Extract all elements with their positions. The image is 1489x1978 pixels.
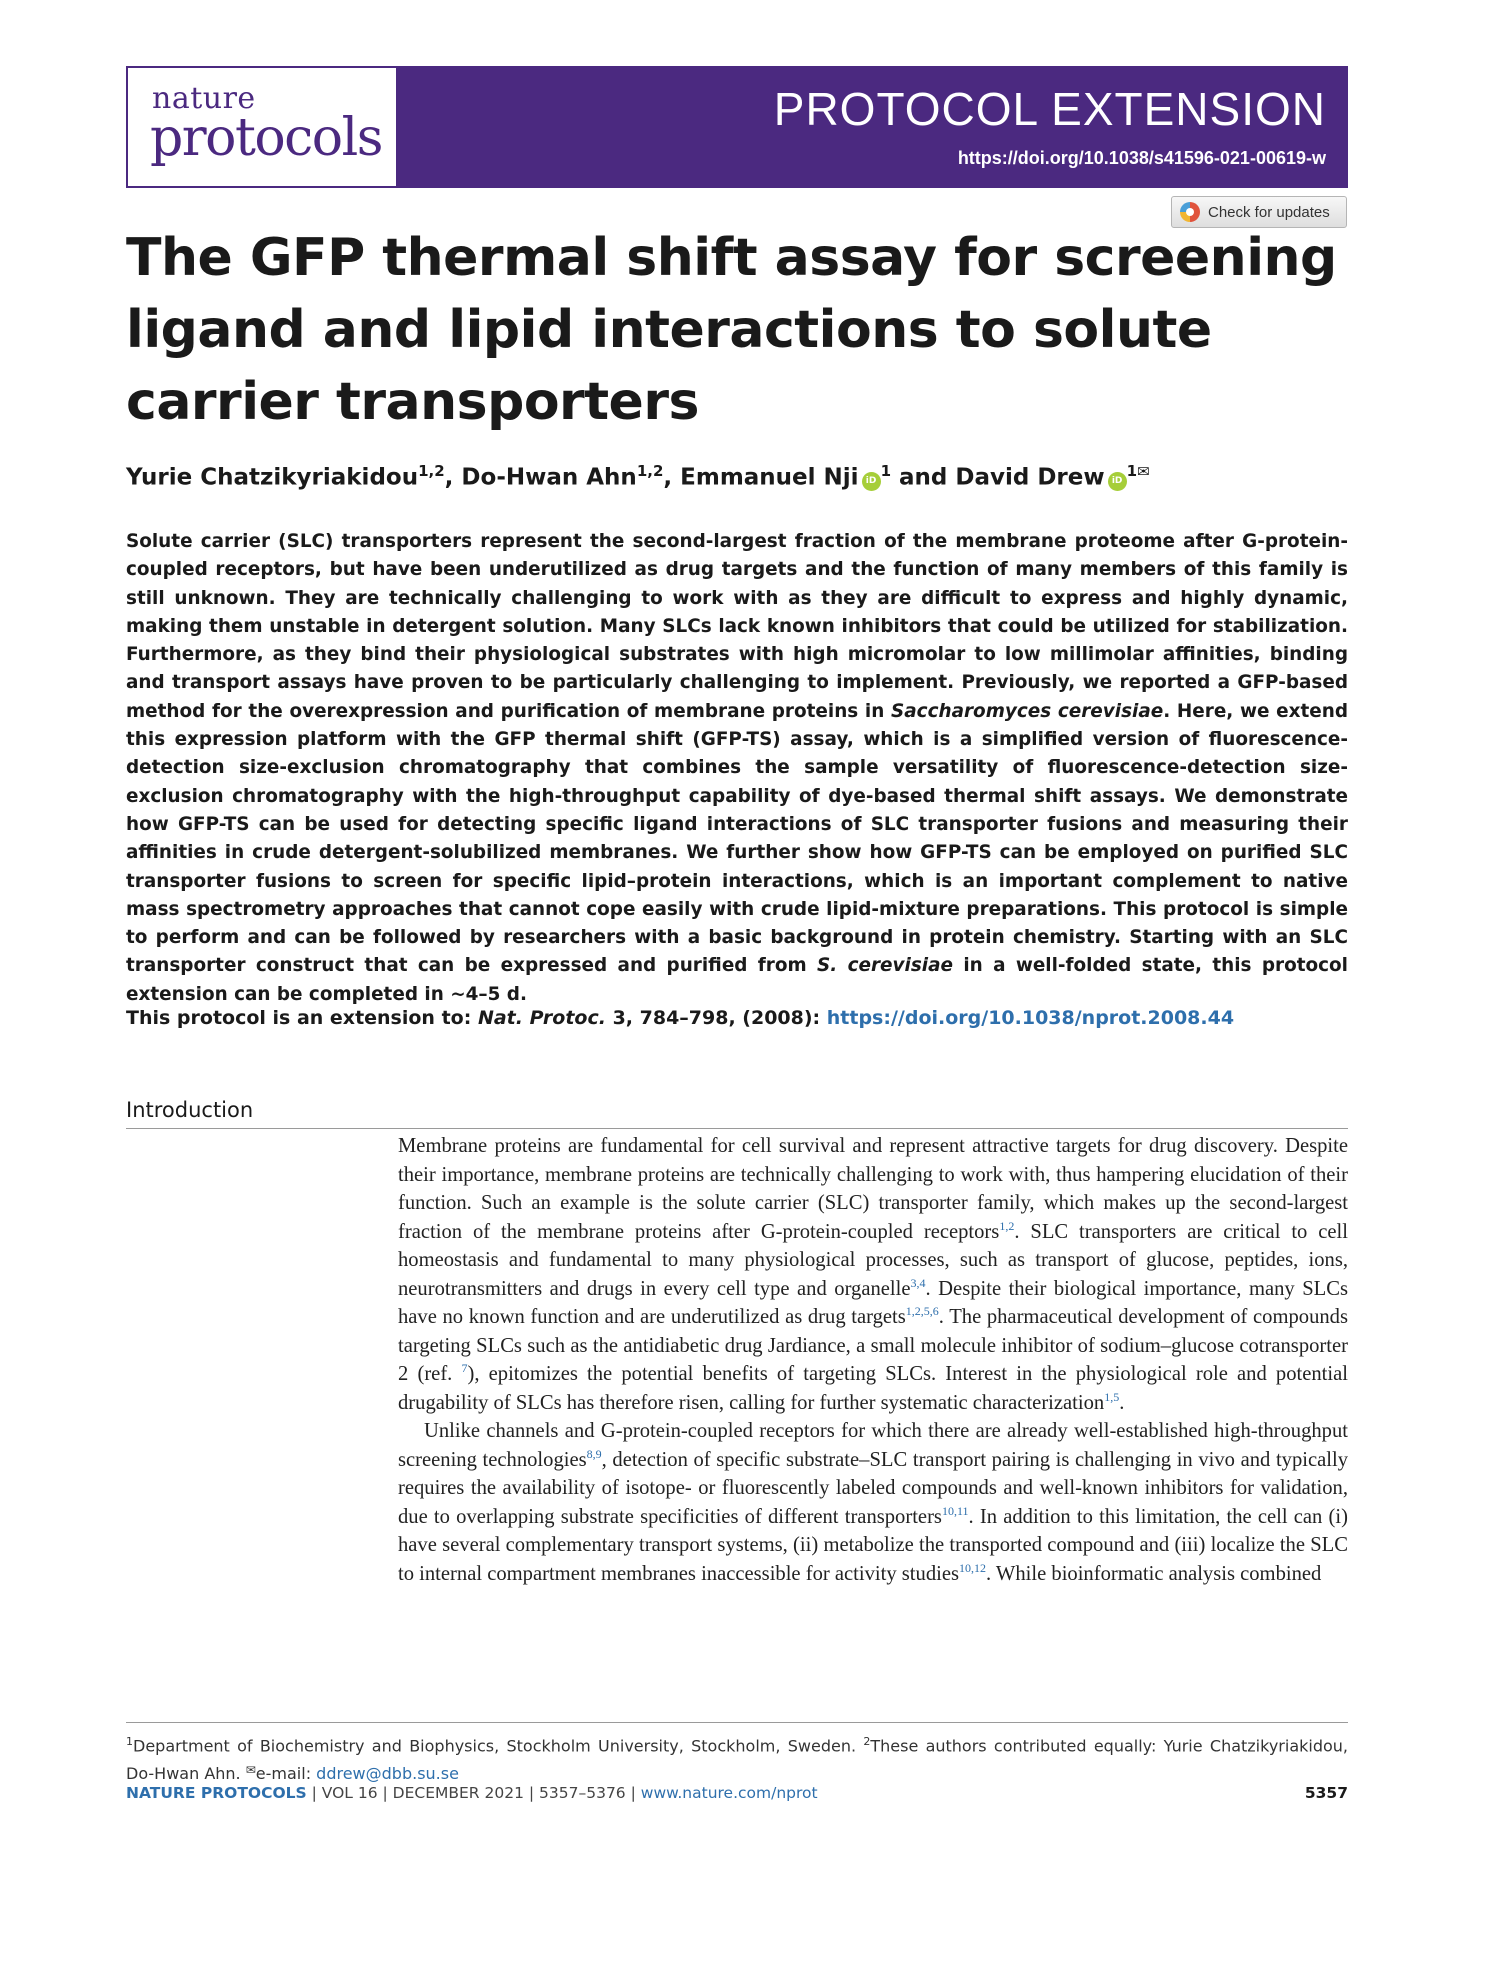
extension-journal: Nat. Protoc. [477, 1007, 606, 1029]
citation-ref[interactable]: 8,9 [586, 1446, 602, 1461]
email-link[interactable]: ddrew@dbb.su.se [316, 1764, 459, 1784]
paragraph-text: . In addition to this limitation, the cell can (i) have several complementary transport systems, (ii) metabolize the transported compound and (iii) localize the SLC to internal compartment membranes inaccessible for activity studies [398, 1505, 1348, 1585]
paragraph-text: . SLC transporters are critical to cell homeostasis and fundamental to many physiological processes, such as transport of glucose, peptides, ions, neurotransmitters and drugs in every cell type and organelle [398, 1220, 1348, 1300]
abstract [126, 528, 1348, 1009]
paragraph-text: ), epitomizes the potential benefits of targeting SLCs. Interest in the physiological role and potential drugability of SLCs has therefore risen, calling for further systematic characterization [398, 1363, 1348, 1414]
article-title: The GFP thermal shift assay for screening ligand and lipid interactions to solute carrier transporters [126, 228, 1337, 432]
footnote-marker: 2 [863, 1735, 871, 1748]
section-heading-introduction: Introduction [126, 1098, 1348, 1129]
article-type: PROTOCOL EXTENSION [773, 83, 1326, 135]
journal-logo[interactable] [128, 68, 396, 186]
paragraph-text: . [1119, 1391, 1125, 1414]
paragraph-text: Unlike channels and G-protein-coupled receptors for which there are already well-established high-throughput screening technologies [398, 1420, 1348, 1471]
citation-ref[interactable]: 10,12 [959, 1560, 986, 1575]
footer-url-link[interactable]: www.nature.com/nprot [640, 1784, 818, 1802]
paragraph-text: Membrane proteins are fundamental for cell survival and represent attractive targets for drug discovery. Despite their importance, membrane proteins are technically challenging to work with, thus hampering elucidation of their function. Such an example is the solute carrier (SLC) transporter family, which makes up the second-largest fraction of the membrane proteins after G-protein-coupled receptors [398, 1135, 1348, 1243]
author-name[interactable]: Do-Hwan Ahn [461, 464, 637, 491]
orcid-icon[interactable]: iD [1108, 472, 1127, 491]
crossmark-icon [1180, 202, 1200, 222]
footer-pages: 5357–5376 [539, 1784, 626, 1802]
extension-citation: 3, 784–798, (2008): [605, 1007, 827, 1029]
author-affiliation: 1,2 [418, 462, 445, 480]
author-affiliation: 1,2 [636, 462, 664, 480]
abstract-italic-species: S. cerevisiae [817, 955, 953, 977]
paragraph [398, 1132, 1348, 1417]
extension-note [126, 1007, 1348, 1029]
author-name[interactable]: Emmanuel Nji [680, 464, 859, 491]
citation-ref[interactable]: 1,2 [999, 1218, 1015, 1233]
logo-protocols-text: protocols [150, 108, 382, 168]
paragraph-text: , detection of specific substrate–SLC transport pairing is challenging in vivo and typically requires the availability of isotope- or fluorescently labeled compounds and well-known inhibitors for validation, due to overlapping substrate specificities of different transporters [398, 1448, 1348, 1528]
citation-ref[interactable]: 3,4 [910, 1275, 926, 1290]
email-label: e-mail: [255, 1764, 317, 1784]
envelope-icon: ✉ [245, 1763, 256, 1778]
journal-banner [126, 66, 1348, 188]
paragraph-text: . Despite their biological importance, many SLCs have no known function and are underutilized as drug targets [398, 1277, 1348, 1328]
author-affiliation: 1 [1126, 462, 1138, 480]
footer-journal: NATURE PROTOCOLS [126, 1784, 307, 1802]
author-list [126, 462, 1356, 491]
author-name[interactable]: Yurie Chatzikyriakidou [126, 464, 419, 491]
page-footer: NATURE PROTOCOLS | VOL 16 | DECEMBER 2021 | 5357–5376 | www.nature.com/nprot 5357 [126, 1784, 1348, 1802]
orcid-icon[interactable]: iD [862, 472, 881, 491]
author-separator: and [891, 464, 956, 491]
author-separator: , [663, 464, 681, 491]
extension-prefix: This protocol is an extension to: [126, 1007, 478, 1029]
paragraph-text: . While bioinformatic analysis combined [986, 1562, 1322, 1585]
introduction-body [398, 1132, 1348, 1588]
affiliation-footnote [126, 1730, 1348, 1786]
author-separator: , [444, 464, 462, 491]
author-name[interactable]: David Drew [955, 464, 1105, 491]
envelope-icon[interactable]: ✉ [1137, 462, 1150, 481]
footnote-marker: 1 [126, 1735, 133, 1748]
citation-ref[interactable]: 7 [461, 1361, 468, 1375]
paragraph [398, 1417, 1348, 1588]
citation-ref[interactable]: 10,11 [941, 1503, 969, 1518]
abstract-text: . Here, we extend this expression platform with the GFP thermal shift (GFP-TS) assay, which is a simplified version of fluorescence-detection size-exclusion chromatography that combines the sample versatility of fluorescence-detection size-exclusion chromatography with the high-throughput capability of dye-based thermal shift assays. We demonstrate how GFP-TS can be used for detecting specific ligand interactions of SLC transporter fusions and measuring their affinities in crude detergent-solubilized membranes. We further show how GFP-TS can be employed on purified SLC transporter fusions to screen for specific lipid–protein interactions, which is an important complement to native mass spectrometry approaches that cannot cope easily with crude lipid-mixture preparations. This protocol is simple to perform and can be followed by researchers with a basic background in protein chemistry. Starting with an SLC transporter construct that can be expressed and purified from [126, 700, 1348, 977]
article-doi-link[interactable]: https://doi.org/10.1038/s41596-021-00619-w [957, 148, 1326, 168]
check-updates-label: Check for updates [1208, 203, 1330, 221]
abstract-text: in a well-folded state, this protocol extension can be completed in ~4–5 d. [126, 955, 1348, 1005]
abstract-text: Solute carrier (SLC) transporters represent the second-largest fraction of the membrane proteome after G-protein-coupled receptors, but have been underutilized as drug targets and the function of many members of this family is still unknown. They are technically challenging to work with as they are difficult to express and highly dynamic, making them unstable in detergent solution. Many SLCs lack known inhibitors that could be utilized for stabilization. Furthermore, as they bind their physiological substrates with high micromolar to low millimolar affinities, binding and transport assays have proven to be particularly challenging to implement. Previously, we reported a GFP-based method for the overexpression and purification of membrane proteins in [126, 531, 1348, 722]
abstract-italic-species: Saccharomyces cerevisiae [891, 700, 1164, 722]
author-affiliation: 1 [880, 462, 891, 480]
citation-ref[interactable]: 1,2,5,6 [905, 1304, 939, 1318]
logo-nature-text: nature [152, 81, 256, 116]
extension-doi-link[interactable]: https://doi.org/10.1038/nprot.2008.44 [826, 1007, 1235, 1029]
equal-contribution-text: These authors contributed equally: Yurie Chatzikyriakidou, Do-Hwan Ahn. [126, 1736, 1349, 1784]
affiliation-text: Department of Biochemistry and Biophysics, Stockholm University, Stockholm, Sweden. [133, 1736, 864, 1756]
footer-date: DECEMBER 2021 [392, 1784, 524, 1802]
citation-ref[interactable]: 1,5 [1104, 1389, 1120, 1404]
page-number: 5357 [1304, 1784, 1348, 1802]
footer-volume: VOL 16 [321, 1784, 378, 1802]
footnote-divider [126, 1722, 1348, 1723]
paragraph-text: . The pharmaceutical development of compounds targeting SLCs such as the antidiabetic drug Jardiance, a small molecule inhibitor of sodium–glucose cotransporter 2 (ref. [398, 1306, 1348, 1385]
